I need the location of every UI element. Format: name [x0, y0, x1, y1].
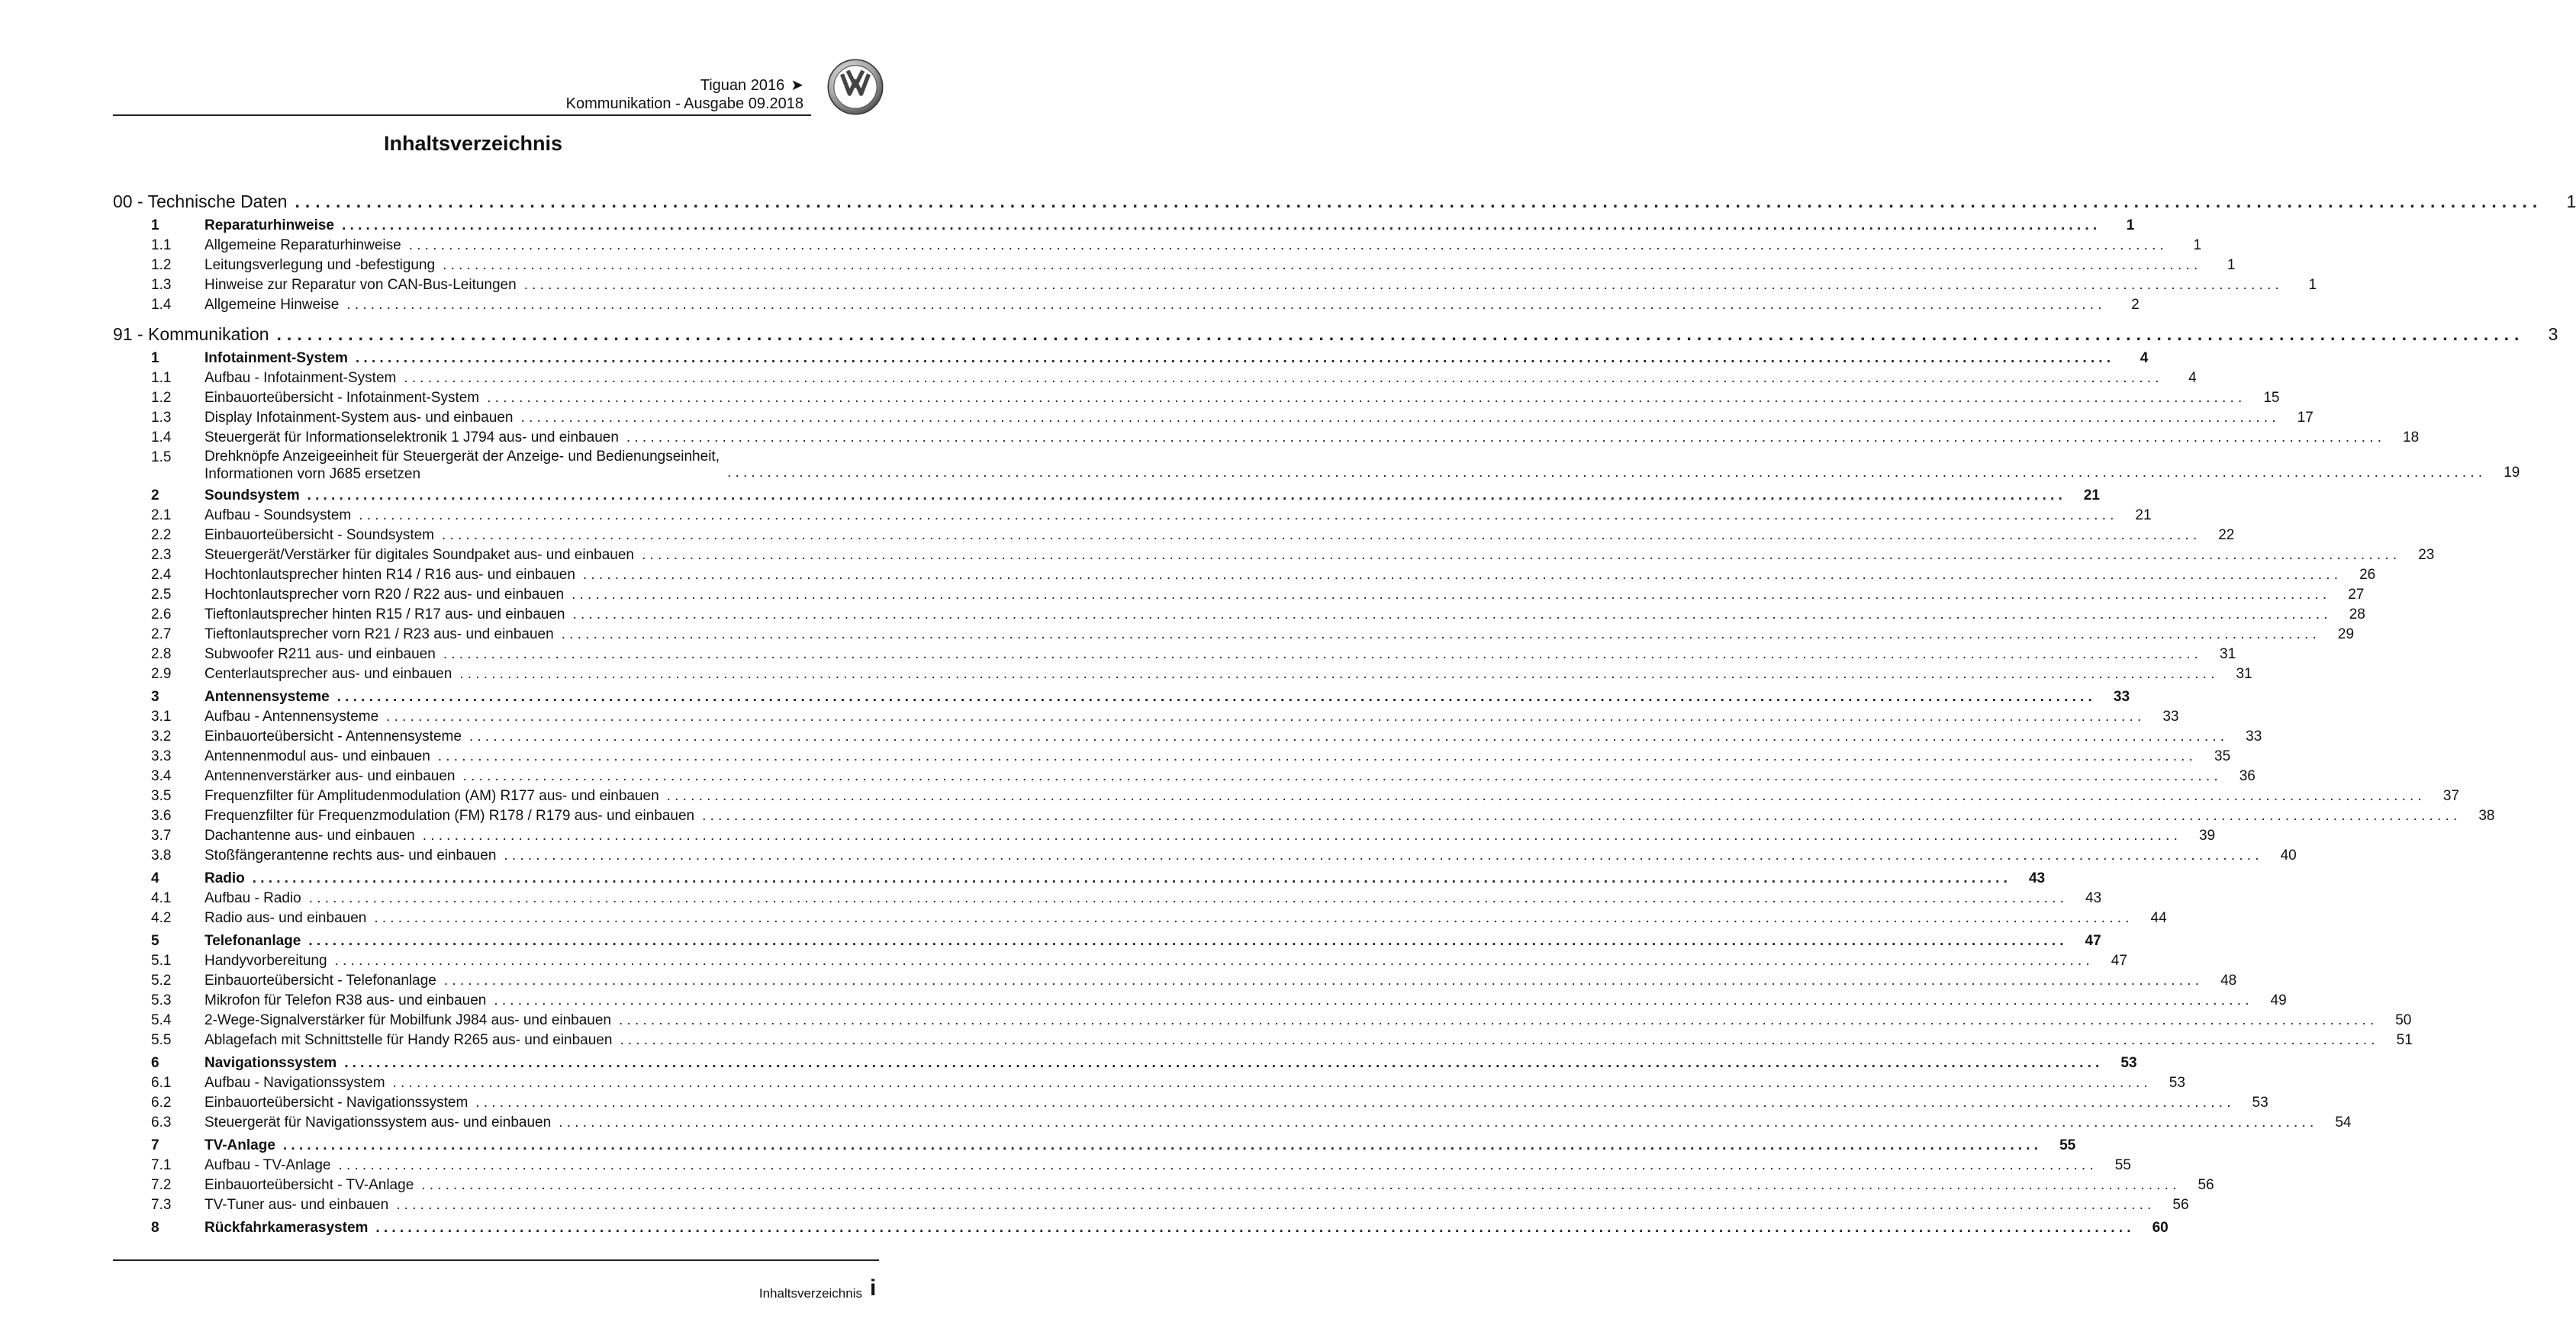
- toc-page-number: 43: [2085, 890, 2102, 906]
- dot-leader: ............................................................................................................................................................................................................................: [504, 848, 2263, 864]
- toc-entry[interactable]: [113, 846, 2297, 866]
- toc-number: 6.1: [151, 1075, 172, 1091]
- toc-number: 1.2: [151, 257, 172, 273]
- table-of-contents: [113, 182, 2576, 1238]
- toc-number: 3: [151, 689, 159, 705]
- dot-leader: ............................................................................................................................................................................................................................: [520, 410, 2280, 426]
- toc-number: 7.2: [151, 1177, 172, 1193]
- toc-number: 1: [151, 350, 159, 366]
- dot-leader: ............................................................................................................................................................................................................................: [342, 217, 2101, 233]
- toc-page-number: 55: [2059, 1137, 2076, 1153]
- toc-title: Antennensysteme: [204, 687, 337, 707]
- toc-title: Dachantenne aus- und einbauen: [204, 826, 423, 846]
- dot-leader: ............................................................................................................................................................................................................................: [252, 870, 2012, 886]
- toc-page-number: 15: [2263, 390, 2280, 406]
- toc-page-number: 40: [2280, 848, 2297, 864]
- toc-number: 2.7: [151, 626, 172, 642]
- toc-number: 3.2: [151, 729, 172, 745]
- toc-page-number: 1: [2308, 277, 2317, 293]
- toc-title: Antennenverstärker aus- und einbauen: [204, 767, 463, 786]
- toc-title: Einbauorteübersicht - Navigationssystem: [204, 1093, 475, 1113]
- dot-leader: ............................................................................................................................................................................................................................: [641, 547, 2401, 563]
- toc-title: Radio: [204, 869, 253, 889]
- dot-leader: ............................................................................................................................................................................................................................: [282, 1137, 2043, 1153]
- toc-section[interactable]: [113, 931, 2101, 951]
- toc-entry[interactable]: [113, 991, 2287, 1011]
- toc-entry[interactable]: [113, 428, 2420, 448]
- toc-page-number: 53: [2169, 1075, 2185, 1091]
- toc-title: Aufbau - Soundsystem: [204, 506, 359, 526]
- dot-leader: ............................................................................................................................................................................................................................: [408, 237, 2169, 253]
- dot-leader: ............................................................................................................................................................................................................................: [404, 370, 2163, 386]
- toc-number: 3.5: [151, 788, 172, 804]
- toc-number: 2.2: [151, 527, 172, 543]
- toc-title: Rückfahrkamerasystem: [204, 1218, 375, 1238]
- toc-entry[interactable]: [113, 1073, 2185, 1093]
- toc-title: 91 - Kommunikation: [113, 323, 277, 346]
- toc-entry[interactable]: [113, 826, 2216, 846]
- dot-leader: ............................................................................................................................................................................................................................: [276, 324, 2525, 344]
- toc-page-number: 28: [2349, 606, 2365, 622]
- toc-entry[interactable]: [113, 585, 2365, 605]
- toc-page-number: 27: [2348, 587, 2365, 603]
- toc-number: 1.3: [151, 410, 172, 426]
- toc-entry[interactable]: [113, 275, 2317, 295]
- toc-number: 1.2: [151, 390, 172, 406]
- toc-page-number: 2: [2131, 297, 2140, 313]
- toc-page-number: 43: [2028, 870, 2046, 886]
- dot-leader: ............................................................................................................................................................................................................................: [355, 350, 2115, 366]
- toc-entry[interactable]: [113, 295, 2140, 315]
- toc-page-number: 1: [2193, 237, 2202, 253]
- toc-entry[interactable]: [113, 767, 2256, 786]
- toc-number: 2.8: [151, 646, 172, 662]
- dot-leader: ............................................................................................................................................................................................................................: [572, 587, 2331, 603]
- toc-page-number: 51: [2396, 1032, 2413, 1048]
- toc-page-number: 35: [2214, 748, 2231, 764]
- toc-title: Einbauorteübersicht - TV-Anlage: [204, 1176, 421, 1195]
- toc-entry[interactable]: [113, 388, 2280, 408]
- toc-number: 5.2: [151, 973, 172, 989]
- toc-entry[interactable]: [113, 256, 2236, 275]
- toc-entry[interactable]: [113, 506, 2152, 526]
- dot-leader: ............................................................................................................................................................................................................................: [443, 646, 2203, 662]
- dot-leader: ............................................................................................................................................................................................................................: [437, 748, 2198, 764]
- toc-section[interactable]: [113, 1053, 2137, 1073]
- toc-number: 1.5: [151, 449, 172, 465]
- dot-leader: ............................................................................................................................................................................................................................: [443, 973, 2204, 989]
- toc-entry[interactable]: [113, 971, 2237, 991]
- toc-section[interactable]: [113, 869, 2046, 889]
- toc-title-line1: Drehknöpfe Anzeigeeinheit für Steuergerät der Anzeige- und Bedienungseinheit,: [204, 449, 720, 465]
- toc-number: 1: [151, 217, 159, 233]
- toc-page-number: 33: [2162, 709, 2179, 725]
- toc-page-number: 4: [2140, 350, 2149, 366]
- toc-number: 7: [151, 1137, 159, 1153]
- toc-page-number: 31: [2220, 646, 2236, 662]
- toc-page-number: 39: [2198, 828, 2216, 844]
- toc-title: Infotainment-System: [204, 349, 356, 368]
- toc-page-number: 54: [2335, 1114, 2352, 1131]
- dot-leader: ............................................................................................................................................................................................................................: [396, 1197, 2156, 1213]
- dot-leader: ............................................................................................................................................................................................................................: [344, 1055, 2104, 1071]
- dot-leader: ............................................................................................................................................................................................................................: [523, 277, 2284, 293]
- toc-page-number: 55: [2114, 1157, 2131, 1173]
- toc-number: 1.3: [151, 277, 172, 293]
- toc-page-number: 56: [2198, 1177, 2214, 1193]
- header-model: [700, 76, 803, 95]
- toc-entry[interactable]: [113, 526, 2235, 545]
- dot-leader: ............................................................................................................................................................................................................................: [392, 1075, 2152, 1091]
- toc-title: Subwoofer R211 aus- und einbauen: [204, 645, 443, 664]
- dot-leader: ............................................................................................................................................................................................................................: [334, 953, 2094, 969]
- toc-title: 2-Wege-Signalverstärker für Mobilfunk J984 aus- und einbauen: [204, 1011, 619, 1031]
- toc-title: Tieftonlautsprecher hinten R15 / R17 aus- und einbauen: [204, 605, 573, 625]
- toc-number: 7.3: [151, 1197, 172, 1213]
- dot-leader: ............................................................................................................................................................................................................................: [469, 729, 2229, 745]
- toc-page-number: 60: [2152, 1220, 2169, 1236]
- toc-page-number: 50: [2395, 1012, 2412, 1028]
- toc-title: [204, 448, 727, 483]
- toc-entry[interactable]: [113, 645, 2236, 664]
- toc-title: Hochtonlautsprecher hinten R14 / R16 aus- und einbauen: [204, 565, 583, 585]
- toc-section[interactable]: [113, 216, 2135, 236]
- dot-leader: ............................................................................................................................................................................................................................: [422, 828, 2182, 844]
- toc-entry[interactable]: [113, 747, 2231, 767]
- header-model-text: Tiguan 2016: [700, 77, 785, 94]
- toc-number: 5.4: [151, 1012, 172, 1028]
- toc-page-number: 1: [2566, 191, 2576, 211]
- dot-leader: ............................................................................................................................................................................................................................: [442, 527, 2201, 543]
- toc-entry[interactable]: [113, 408, 2314, 428]
- toc-entry[interactable]: [113, 786, 2460, 806]
- toc-page-number: 19: [2504, 465, 2520, 481]
- toc-title: Handyvorbereitung: [204, 951, 335, 971]
- toc-title: Steuergerät für Informationselektronik 1 J794 aus- und einbauen: [204, 428, 626, 448]
- dot-leader: ............................................................................................................................................................................................................................: [386, 709, 2146, 725]
- dot-leader: ............................................................................................................................................................................................................................: [620, 1032, 2379, 1048]
- toc-title: Ablagefach mit Schnittstelle für Handy R265 aus- und einbauen: [204, 1031, 620, 1050]
- dot-leader: ............................................................................................................................................................................................................................: [572, 606, 2332, 622]
- vw-logo: [826, 58, 884, 116]
- toc-number: 3.1: [151, 709, 172, 725]
- page-title: Inhaltsverzeichnis: [383, 132, 563, 155]
- footer-divider: [113, 1259, 879, 1261]
- toc-entry[interactable]: [113, 1031, 2413, 1050]
- toc-title: 00 - Technische Daten: [113, 190, 295, 213]
- dot-leader: ............................................................................................................................................................................................................................: [619, 1012, 2378, 1028]
- toc-page-number: 47: [2111, 953, 2127, 969]
- toc-number: 2.9: [151, 666, 172, 682]
- toc-title: Frequenzfilter für Amplitudenmodulation (AM) R177 aus- und einbauen: [204, 786, 667, 806]
- toc-title: Tieftonlautsprecher vorn R21 / R23 aus- und einbauen: [204, 625, 562, 645]
- toc-entry[interactable]: [113, 727, 2262, 747]
- dot-leader: ............................................................................................................................................................................................................................: [462, 768, 2222, 784]
- toc-number: 3.4: [151, 768, 172, 784]
- toc-page-number: 44: [2150, 910, 2167, 926]
- toc-title: Aufbau - Infotainment-System: [204, 368, 404, 388]
- toc-page-number: 21: [2135, 507, 2152, 523]
- toc-number: 3.8: [151, 848, 172, 864]
- dot-leader: ............................................................................................................................................................................................................................: [459, 666, 2219, 682]
- toc-title: Aufbau - Navigationssystem: [204, 1073, 393, 1093]
- toc-number: 1.4: [151, 297, 172, 313]
- dot-leader: ............................................................................................................................................................................................................................: [443, 257, 2202, 273]
- toc-title: Einbauorteübersicht - Antennensysteme: [204, 727, 469, 747]
- toc-title: Steuergerät/Verstärker für digitales Soundpaket aus- und einbauen: [204, 545, 642, 565]
- dot-leader: ............................................................................................................................................................................................................................: [295, 191, 2543, 211]
- toc-number: 4.2: [151, 910, 172, 926]
- toc-section[interactable]: [113, 687, 2130, 707]
- toc-entry[interactable]: [113, 448, 2520, 483]
- toc-number: 4.1: [151, 890, 172, 906]
- toc-title: Allgemeine Reparaturhinweise: [204, 236, 409, 256]
- toc-number: 2.6: [151, 606, 172, 622]
- toc-title: Antennenmodul aus- und einbauen: [204, 747, 438, 767]
- dot-leader: ............................................................................................................................................................................................................................: [666, 788, 2426, 804]
- toc-title: TV-Anlage: [204, 1136, 283, 1156]
- page-header: [113, 69, 811, 116]
- toc-title: Steuergerät für Navigationssystem aus- und einbauen: [204, 1113, 559, 1133]
- toc-entry[interactable]: [113, 806, 2495, 826]
- toc-page-number: 53: [2252, 1095, 2268, 1111]
- toc-page-number: 17: [2297, 410, 2314, 426]
- toc-number: 1.1: [151, 370, 172, 386]
- toc-entry[interactable]: [113, 565, 2376, 585]
- toc-number: 8: [151, 1220, 159, 1236]
- toc-number: 2.3: [151, 547, 172, 563]
- dot-leader: ............................................................................................................................................................................................................................: [307, 487, 2066, 503]
- dot-leader: ............................................................................................................................................................................................................................: [702, 808, 2462, 824]
- toc-title-line2: Informationen vorn J685 ersetzen: [204, 466, 421, 482]
- toc-title: Hochtonlautsprecher vorn R20 / R22 aus- und einbauen: [204, 585, 572, 605]
- toc-title: Aufbau - Radio: [204, 889, 309, 909]
- dot-leader: ............................................................................................................................................................................................................................: [308, 890, 2069, 906]
- footer-label: Inhaltsverzeichnis: [758, 1286, 862, 1301]
- toc-title: Aufbau - TV-Anlage: [204, 1156, 338, 1176]
- toc-section[interactable]: [113, 349, 2149, 368]
- toc-number: 7.1: [151, 1157, 172, 1173]
- toc-entry[interactable]: [113, 605, 2365, 625]
- dot-leader: ............................................................................................................................................................................................................................: [421, 1177, 2181, 1193]
- dot-leader: ............................................................................................................................................................................................................................: [346, 297, 2106, 313]
- toc-page-number: 26: [2359, 567, 2376, 583]
- toc-page-number: 36: [2239, 768, 2256, 784]
- toc-page-number: 21: [2083, 487, 2100, 503]
- toc-page-number: 56: [2172, 1197, 2189, 1213]
- toc-title: Einbauorteübersicht - Telefonanlage: [204, 971, 444, 991]
- toc-title: Centerlautsprecher aus- und einbauen: [204, 664, 459, 684]
- toc-page-number: 23: [2418, 547, 2435, 563]
- toc-page-number: 33: [2113, 689, 2130, 705]
- toc-page-number: 4: [2188, 370, 2197, 386]
- toc-entry[interactable]: [113, 707, 2179, 727]
- toc-number: 5: [151, 933, 159, 949]
- toc-entry[interactable]: [113, 625, 2355, 645]
- toc-entry[interactable]: [113, 1195, 2189, 1215]
- toc-number: 3.3: [151, 748, 172, 764]
- toc-number: 2.1: [151, 507, 172, 523]
- toc-page-number: 33: [2246, 729, 2262, 745]
- toc-title: Allgemeine Hinweise: [204, 295, 346, 315]
- dot-leader: ............................................................................................................................................................................................................................: [308, 933, 2068, 949]
- toc-number: 1.4: [151, 429, 172, 445]
- toc-section[interactable]: [113, 486, 2100, 506]
- header-subtitle: Kommunikation - Ausgabe 09.2018: [565, 95, 803, 112]
- toc-entry[interactable]: [113, 1156, 2131, 1176]
- toc-entry[interactable]: [113, 1093, 2268, 1113]
- toc-title: Soundsystem: [204, 486, 308, 506]
- toc-title: TV-Tuner aus- und einbauen: [204, 1195, 396, 1215]
- toc-number: 2: [151, 487, 159, 503]
- toc-entry[interactable]: [113, 236, 2202, 256]
- toc-page-number: 38: [2478, 808, 2495, 824]
- toc-number: 2.5: [151, 587, 172, 603]
- dot-leader: ............................................................................................................................................................................................................................: [561, 626, 2321, 642]
- toc-title: Stoßfängerantenne rechts aus- und einbauen: [204, 846, 504, 866]
- toc-number: 5.3: [151, 992, 172, 1008]
- dot-leader: ............................................................................................................................................................................................................................: [487, 390, 2246, 406]
- toc-page-number: 37: [2442, 788, 2460, 804]
- toc-entry[interactable]: [113, 889, 2102, 909]
- toc-number: 6.3: [151, 1114, 172, 1131]
- toc-number: 5.5: [151, 1032, 172, 1048]
- toc-page-number: 31: [2236, 666, 2252, 682]
- toc-page-number: 1: [2227, 257, 2236, 273]
- toc-page-number: 18: [2403, 429, 2420, 445]
- toc-number: 3.7: [151, 828, 172, 844]
- toc-title: Mikrofon für Telefon R38 aus- und einbauen: [204, 991, 494, 1011]
- dot-leader: ............................................................................................................................................................................................................................: [494, 992, 2253, 1008]
- toc-chapter[interactable]: [113, 323, 2558, 346]
- toc-number: 5.1: [151, 953, 172, 969]
- toc-page-number: 49: [2270, 992, 2287, 1008]
- arrow-right-icon: ➤: [791, 77, 803, 94]
- toc-number: 3.6: [151, 808, 172, 824]
- toc-entry[interactable]: [113, 951, 2127, 971]
- toc-title: Einbauorteübersicht - Infotainment-System: [204, 388, 487, 408]
- toc-section[interactable]: [113, 1218, 2169, 1238]
- toc-entry[interactable]: [113, 1011, 2412, 1031]
- toc-entry[interactable]: [113, 368, 2197, 388]
- toc-title: Reparaturhinweise: [204, 216, 342, 236]
- dot-leader: ............................................................................................................................................................................................................................: [359, 507, 2118, 523]
- toc-title: Hinweise zur Reparatur von CAN-Bus-Leitungen: [204, 275, 524, 295]
- toc-chapter[interactable]: [113, 190, 2576, 213]
- toc-number: 4: [151, 870, 159, 886]
- toc-title: Aufbau - Antennensysteme: [204, 707, 386, 727]
- toc-title: Radio aus- und einbauen: [204, 909, 374, 928]
- dot-leader: ............................................................................................................................................................................................................................: [559, 1114, 2318, 1131]
- toc-page-number: 3: [2548, 324, 2558, 344]
- toc-number: 6: [151, 1055, 159, 1071]
- toc-entry[interactable]: [113, 664, 2252, 684]
- toc-page-number: 22: [2218, 527, 2235, 543]
- toc-number: 2.4: [151, 567, 172, 583]
- toc-entry[interactable]: [113, 1176, 2214, 1195]
- toc-number: 1.1: [151, 237, 172, 253]
- toc-page-number: 1: [2126, 217, 2135, 233]
- toc-section[interactable]: [113, 1136, 2076, 1156]
- toc-title: Einbauorteübersicht - Soundsystem: [204, 526, 442, 545]
- toc-title: Navigationssystem: [204, 1053, 344, 1073]
- dot-leader: ............................................................................................................................................................................................................................: [726, 465, 2487, 481]
- toc-page-number: 29: [2337, 626, 2355, 642]
- toc-page-number: 53: [2120, 1055, 2137, 1071]
- dot-leader: ............................................................................................................................................................................................................................: [374, 910, 2133, 926]
- dot-leader: ............................................................................................................................................................................................................................: [336, 689, 2097, 705]
- toc-entry[interactable]: [113, 1113, 2352, 1133]
- dot-leader: ............................................................................................................................................................................................................................: [582, 567, 2343, 583]
- toc-title: Leitungsverlegung und -befestigung: [204, 256, 443, 275]
- dot-leader: ............................................................................................................................................................................................................................: [375, 1220, 2135, 1236]
- toc-entry[interactable]: [113, 909, 2167, 928]
- toc-entry[interactable]: [113, 545, 2435, 565]
- toc-title: Display Infotainment-System aus- und einbauen: [204, 408, 521, 428]
- dot-leader: ............................................................................................................................................................................................................................: [626, 429, 2386, 445]
- toc-page-number: 48: [2220, 973, 2237, 989]
- toc-title: Telefonanlage: [204, 931, 308, 951]
- dot-leader: ............................................................................................................................................................................................................................: [338, 1157, 2098, 1173]
- dot-leader: ............................................................................................................................................................................................................................: [475, 1095, 2235, 1111]
- footer-page-marker: i: [870, 1275, 877, 1301]
- toc-title: Frequenzfilter für Frequenzmodulation (FM) R178 / R179 aus- und einbauen: [204, 806, 702, 826]
- toc-page-number: 47: [2085, 933, 2101, 949]
- toc-number: 6.2: [151, 1095, 172, 1111]
